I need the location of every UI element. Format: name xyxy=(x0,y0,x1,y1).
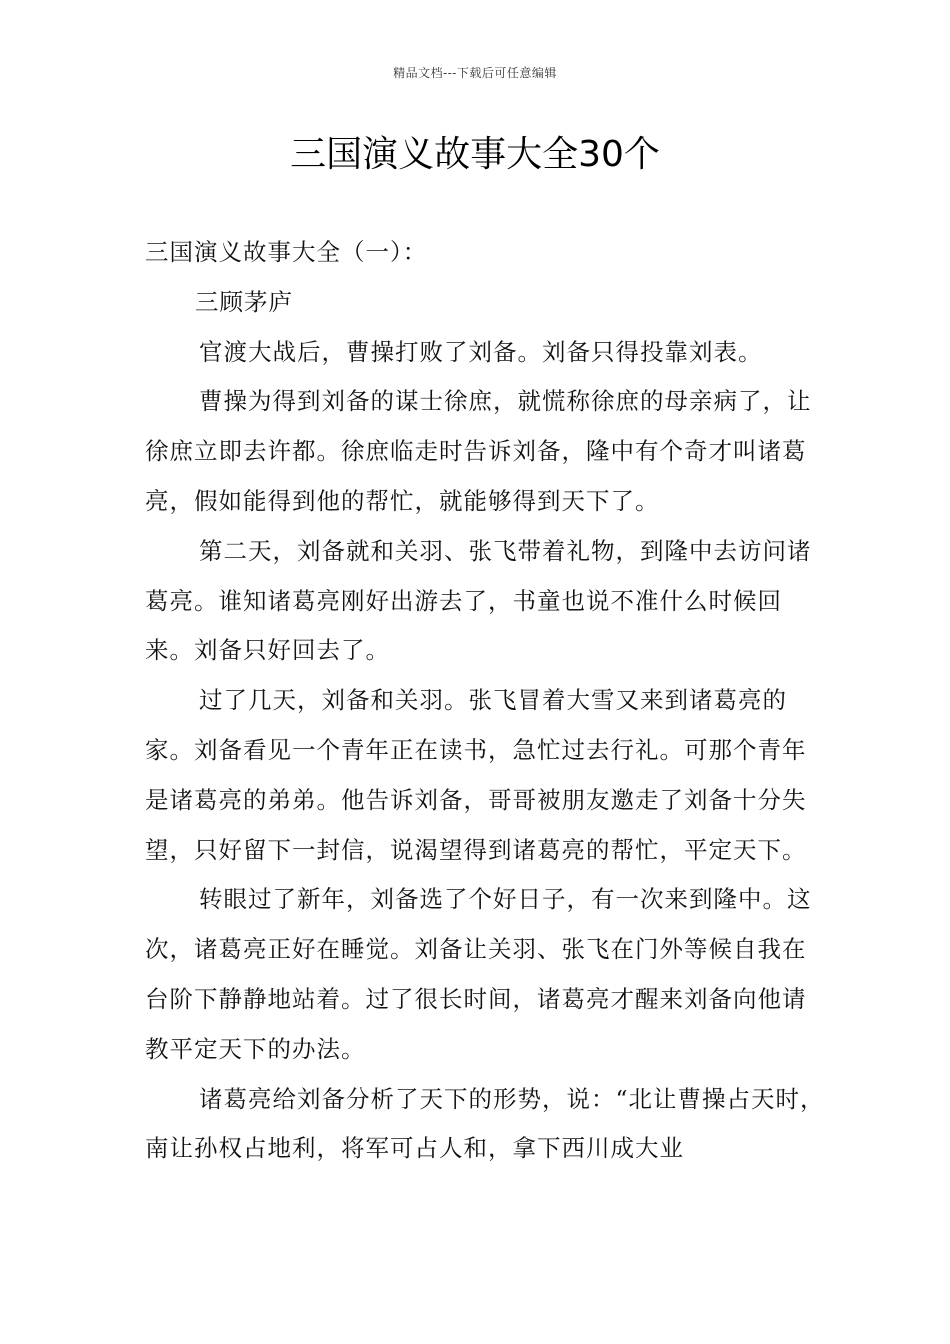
section-heading: 三国演义故事大全（一）： xyxy=(145,238,428,266)
document-body xyxy=(145,228,825,1174)
paragraph: 曹操为得到刘备的谋士徐庶，就慌称徐庶的母亲病了，让徐庶立即去许都。徐庶临走时告诉刘备，隆中有个奇才叫诸葛亮，假如能得到他的帮忙，就能够得到天下了。 xyxy=(145,387,812,515)
paragraph: 过了几天，刘备和关羽。张飞冒着大雪又来到诸葛亮的家。刘备看见一个青年正在读书，急忙过去行礼。可那个青年是诸葛亮的弟弟。他告诉刘备，哥哥被朋友邀走了刘备十分失望，只好留下一封信，说渴望得到诸葛亮的帮忙，平定天下。 xyxy=(145,686,807,864)
document-title: 三国演义故事大全30个 xyxy=(290,134,660,175)
paragraph: 转眼过了新年，刘备选了个好日子，有一次来到隆中。这次，诸葛亮正好在睡觉。刘备让关羽、张飞在门外等候自我在台阶下静静地站着。过了很长时间，诸葛亮才醒来刘备向他请教平定天下的办法。 xyxy=(145,885,812,1063)
story-subtitle: 三顾茅庐 xyxy=(195,287,293,316)
paragraph: 第二天，刘备就和关羽、张飞带着礼物，到隆中去访问诸葛亮。谁知诸葛亮刚好出游去了，书童也说不准什么时候回来。刘备只好回去了。 xyxy=(145,536,812,665)
paragraph: 官渡大战后，曹操打败了刘备。刘备只得投靠刘表。 xyxy=(199,337,763,366)
paragraph: 诸葛亮给刘备分析了天下的形势，说：“北让曹操占天时，南让孙权占地利，将军可占人和，拿下西川成大业 xyxy=(145,1084,825,1163)
page-header: 精品文档---下载后可任意编辑 xyxy=(393,66,557,80)
